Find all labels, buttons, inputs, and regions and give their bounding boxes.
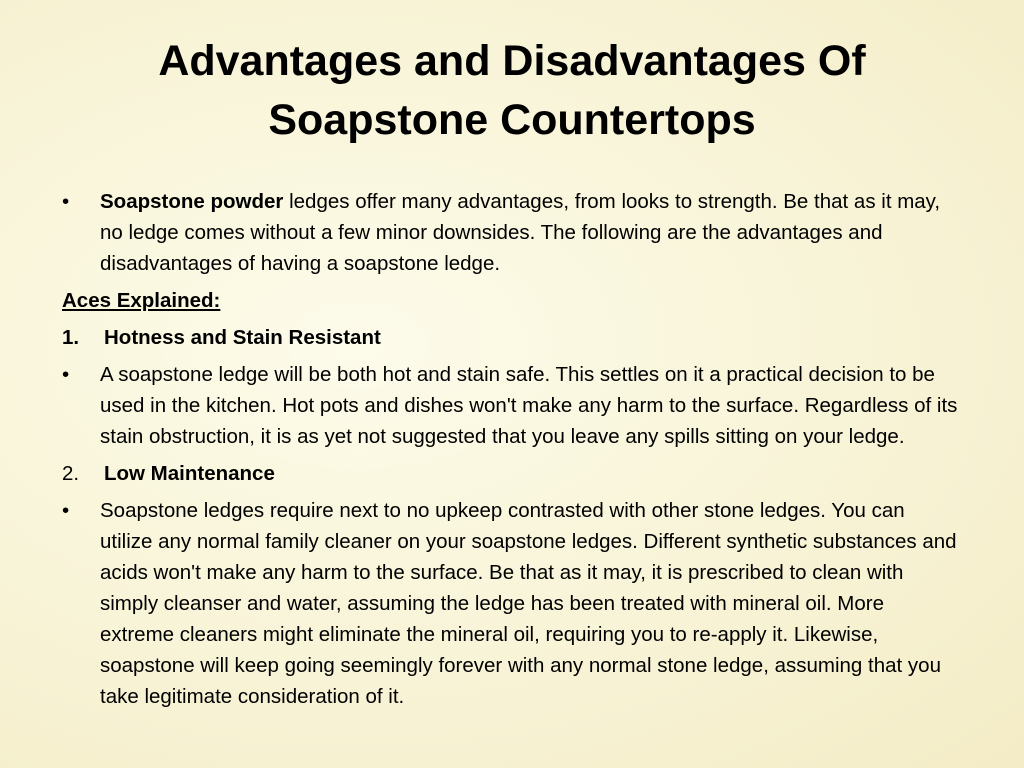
item-number-1: 1. <box>62 326 80 349</box>
item-heading-text-2: Low Maintenance <box>104 462 275 485</box>
section-heading-text: Aces Explained: <box>62 289 221 312</box>
item-text-2: Soapstone ledges require next to no upkeep contrasted with other stone ledges. You can utilize any normal family cleaner on your soapstone ledges. Different synthetic substances and acids won't make any harm to the surface. Be that as it may, it is prescribed to clean with simply cleanser and water, assuming the ledge has been treated with mineral oil. More extreme cleaners might eliminate the mineral oil, requiring you to re-apply it. Likewise, soapstone will keep going seemingly forever with any normal stone ledge, assuming that you take legitimate consideration of it. <box>100 499 957 708</box>
bullet-icon: • <box>62 190 70 213</box>
intro-text: ledges offer many advantages, from looks to strength. Be that as it may, no ledge comes without a few minor downsides. The following are the advantages and disadvantages of having a soapstone ledge. <box>100 190 941 275</box>
title-line-2: Soapstone Countertops <box>268 96 756 144</box>
item-heading-1 <box>62 322 962 353</box>
bullet-icon: • <box>62 499 70 522</box>
item-number-2: 2. <box>62 462 80 485</box>
item-text-1: A soapstone ledge will be both hot and stain safe. This settles on it a practical decision to be used in the kitchen. Hot pots and dishes won't make any harm to the surface. Regardless of its stain obstruction, it is as yet not suggested that you leave any spills sitting on your ledge. <box>100 363 958 448</box>
bullet-icon: • <box>62 363 70 386</box>
item-heading-text-1: Hotness and Stain Resistant <box>104 326 381 349</box>
slide-title <box>40 32 984 150</box>
intro-bold-lead: Soapstone powder <box>100 190 284 213</box>
item-paragraph-1 <box>62 359 962 452</box>
intro-paragraph <box>62 186 962 279</box>
slide-body <box>62 186 962 718</box>
title-line-1: Advantages and Disadvantages Of <box>158 37 866 85</box>
item-heading-2 <box>62 458 962 489</box>
section-heading <box>62 285 962 316</box>
item-paragraph-2 <box>62 495 962 712</box>
